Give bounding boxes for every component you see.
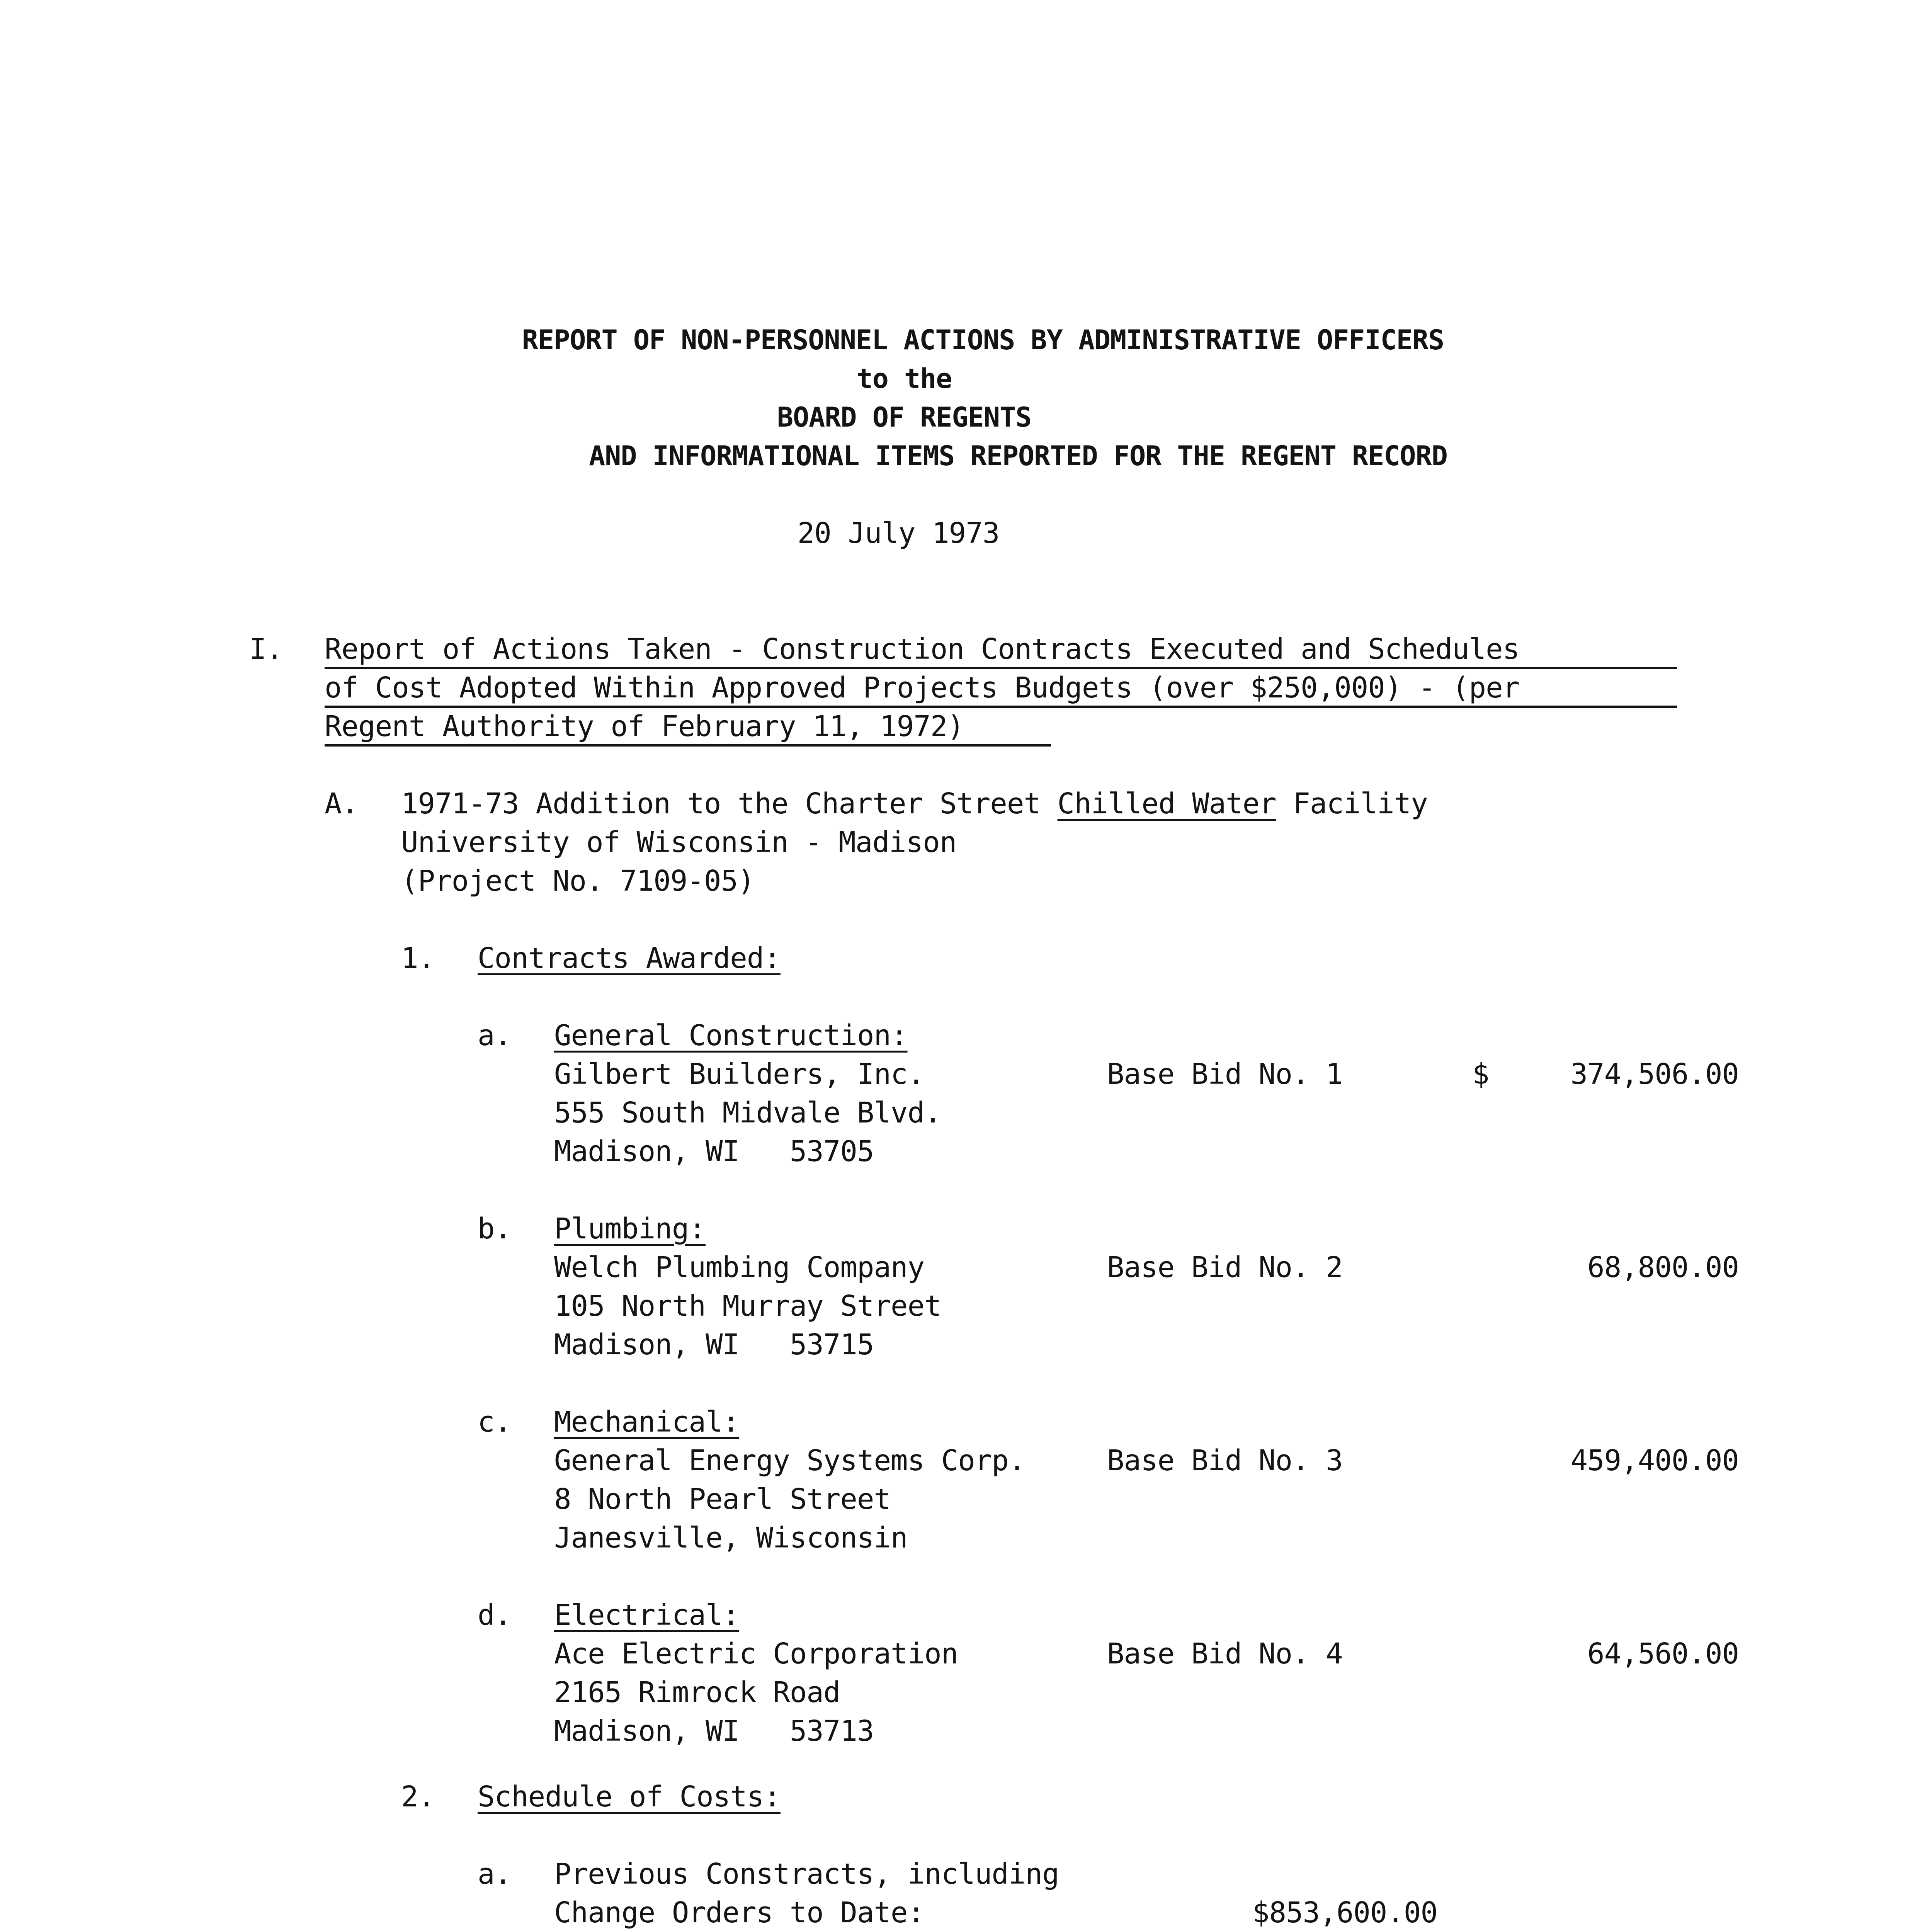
schedule-a-letter: a. bbox=[478, 1857, 512, 1891]
contract-d-street: 2165 Rimrock Road bbox=[554, 1676, 840, 1709]
item-a-title bbox=[401, 784, 1428, 823]
contract-a-amount: 374,506.00 bbox=[1570, 1058, 1739, 1091]
item-a-project-number: (Project No. 7109-05) bbox=[401, 864, 755, 898]
contract-a-letter: a. bbox=[478, 1019, 512, 1052]
item-a-title-underlined: Chilled Water bbox=[1057, 787, 1276, 820]
section-heading-line-1: Report of Actions Taken - Construction Contracts Executed and Schedules bbox=[325, 633, 1520, 666]
schedule-number: 2. bbox=[401, 1780, 435, 1813]
report-title-to-the: to the bbox=[856, 363, 952, 395]
contract-a-category: General Construction: bbox=[554, 1019, 908, 1052]
contract-c-city: Janesville, Wisconsin bbox=[554, 1521, 908, 1554]
contract-a-contractor: Gilbert Builders, Inc. bbox=[554, 1058, 925, 1091]
contract-d-amount: 64,560.00 bbox=[1587, 1637, 1739, 1670]
contract-c-contractor: General Energy Systems Corp. bbox=[554, 1444, 1026, 1477]
item-a-title-start: 1971-73 Addition to the Charter Street bbox=[401, 787, 1058, 820]
contract-c-street: 8 North Pearl Street bbox=[554, 1483, 891, 1516]
contract-c-category: Mechanical: bbox=[554, 1405, 740, 1439]
item-a-title-end: Facility bbox=[1276, 787, 1428, 820]
contract-d-contractor: Ace Electric Corporation bbox=[554, 1637, 958, 1670]
contract-b-category: Plumbing: bbox=[554, 1212, 706, 1245]
contracts-heading: Contracts Awarded: bbox=[478, 942, 781, 975]
section-heading-underline-3 bbox=[325, 744, 1051, 747]
contract-b-contractor: Welch Plumbing Company bbox=[554, 1251, 925, 1284]
report-title-informational: AND INFORMATIONAL ITEMS REPORTED FOR THE REGENT RECORD bbox=[589, 440, 1447, 472]
section-heading-line-3: Regent Authority of February 11, 1972) bbox=[325, 710, 964, 743]
contract-b-bid: Base Bid No. 2 bbox=[1107, 1251, 1343, 1284]
contract-c-letter: c. bbox=[478, 1405, 512, 1439]
contract-c-amount: 459,400.00 bbox=[1570, 1444, 1739, 1477]
contract-a-street: 555 South Midvale Blvd. bbox=[554, 1096, 941, 1129]
contract-c-bid: Base Bid No. 3 bbox=[1107, 1444, 1343, 1477]
report-date: 20 July 1973 bbox=[797, 517, 1000, 550]
schedule-heading: Schedule of Costs: bbox=[478, 1780, 781, 1813]
schedule-a-amount: $853,600.00 bbox=[1252, 1896, 1437, 1929]
contract-a-city: Madison, WI 53705 bbox=[554, 1135, 874, 1168]
contract-b-letter: b. bbox=[478, 1212, 512, 1245]
section-heading-line-2: of Cost Adopted Within Approved Projects Budgets (over $250,000) - (per bbox=[325, 671, 1520, 704]
contract-b-city: Madison, WI 53715 bbox=[554, 1328, 874, 1361]
contract-b-amount: 68,800.00 bbox=[1587, 1251, 1739, 1284]
contract-d-letter: d. bbox=[478, 1599, 512, 1632]
item-a-letter: A. bbox=[325, 787, 359, 820]
report-title-board: BOARD OF REGENTS bbox=[777, 401, 1032, 433]
contract-d-bid: Base Bid No. 4 bbox=[1107, 1637, 1343, 1670]
schedule-a-label-2: Change Orders to Date: bbox=[554, 1896, 925, 1929]
contract-d-city: Madison, WI 53713 bbox=[554, 1714, 874, 1748]
item-a-university: University of Wisconsin - Madison bbox=[401, 826, 957, 859]
contract-a-bid: Base Bid No. 1 bbox=[1107, 1058, 1343, 1091]
schedule-a-label: Previous Constracts, including bbox=[554, 1857, 1059, 1891]
contract-b-street: 105 North Murray Street bbox=[554, 1289, 941, 1323]
contracts-number: 1. bbox=[401, 942, 435, 975]
section-numeral: I. bbox=[249, 633, 283, 666]
contract-currency-symbol: $ bbox=[1472, 1058, 1489, 1091]
report-title: REPORT OF NON-PERSONNEL ACTIONS BY ADMINISTRATIVE OFFICERS bbox=[522, 324, 1444, 356]
contract-d-category: Electrical: bbox=[554, 1599, 740, 1632]
